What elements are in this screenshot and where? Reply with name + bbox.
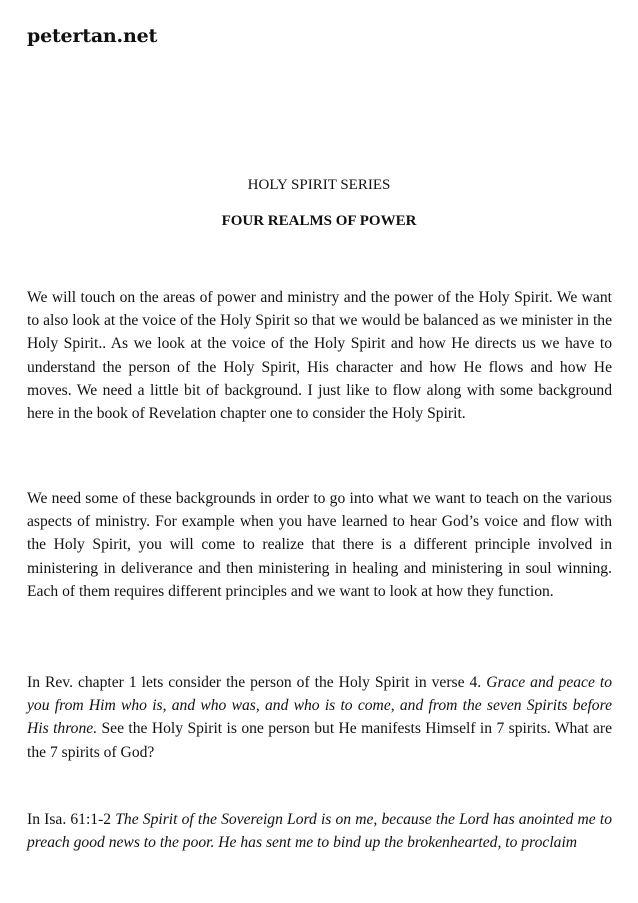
paragraph-4 xyxy=(27,808,612,854)
paragraph-3-lead: In Rev. chapter 1 lets consider the person of the Holy Spirit in verse 4. xyxy=(27,674,487,691)
site-name: petertan.net xyxy=(27,25,158,47)
paragraph-1: We will touch on the areas of power and ministry and the power of the Holy Spirit. We want to also look at the voice of the Holy Spirit so that we would be balanced as we minister in the Holy Spirit.. As we look at the voice of the Holy Spirit and how He directs us we have to understand the person of the Holy Spirit, His character and how He flows and how He moves. We need a little bit of background. I just like to flow along with some background here in the book of Revelation chapter one to consider the Holy Spirit. xyxy=(27,289,612,423)
paragraph-4-quote: The Spirit of the Sovereign Lord is on me, because the Lord has anointed me to preach good news to the poor. He has sent me to bind up the brokenhearted, to proclaim xyxy=(27,811,612,852)
paragraph-3-quote: Grace and peace to you from Him who is, and who was, and who is to come, and from the seven Spirits before His throne. xyxy=(27,674,612,738)
paragraph-4-lead: In Isa. 61:1-2 xyxy=(27,811,116,828)
document-title: FOUR REALMS OF POWER xyxy=(221,213,417,229)
paragraph-3 xyxy=(27,671,612,764)
paragraph-3-tail: See the Holy Spirit is one person but He manifests Himself in 7 spirits. What are the 7 spirits of God? xyxy=(27,720,613,761)
series-heading: HOLY SPIRIT SERIES xyxy=(247,177,391,193)
paragraph-2: We need some of these backgrounds in order to go into what we want to teach on the various aspects of ministry. For example when you have learned to hear God’s voice and flow with the Holy Spirit, you will come to realize that there is a different principle involved in ministering in deliverance and then ministering in healing and ministering in soul winning. Each of them requires different principles and we want to look at how they function. xyxy=(27,490,612,600)
